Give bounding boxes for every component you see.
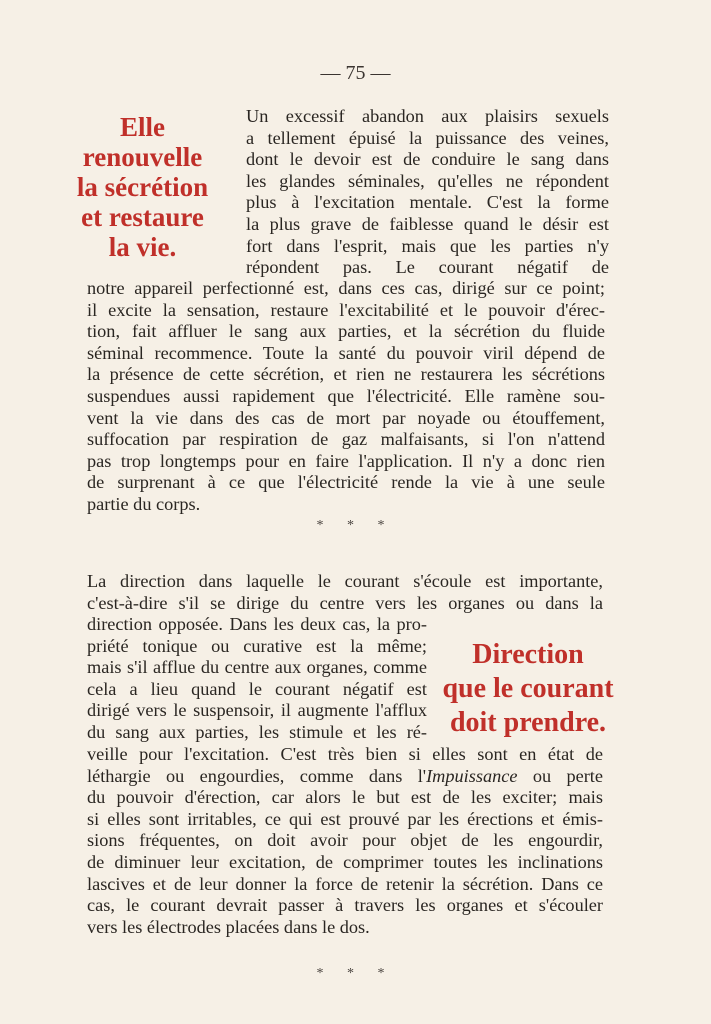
text-line-with-italic: [87, 766, 603, 788]
text-run: léthargie ou engourdies, comme dans l': [87, 765, 427, 786]
text-line: la plus grave de faiblesse quand le désir est: [246, 213, 609, 234]
margin-note-line: que le courant: [442, 673, 614, 704]
text-line: suffocation par respiration de gaz malfaisants, si l'on n'attend: [87, 429, 605, 450]
text-line: cas, le courant devrait passer à travers les organes et s'écouler: [87, 895, 603, 916]
text-line: séminal recommence. Toute la santé du pouvoir viril dépend de: [87, 342, 605, 363]
text-line: vers les électrodes placées dans le dos.: [87, 916, 370, 937]
paragraph-1-continued: [87, 278, 605, 516]
paragraph-1-opening: [246, 106, 609, 279]
text-line: il excite la sensation, restaure l'excitabilité et le pouvoir d'érec-: [87, 299, 605, 320]
text-line: de diminuer leur excitation, de comprimer toutes les inclinations: [87, 851, 603, 872]
text-line: notre appareil perfectionné est, dans ces cas, dirigé sur ce point;: [87, 278, 605, 298]
text-line: vent la vie dans des cas de mort par noyade ou étouffement,: [87, 407, 605, 428]
paragraph-2-continued: [87, 744, 603, 938]
text-line: sions fréquentes, on doit avoir pour objet de les engourdir,: [87, 830, 603, 851]
text-line: cela a lieu quand le courant négatif est: [87, 678, 427, 699]
margin-note-secretion: [50, 112, 235, 262]
margin-note-line: doit prendre.: [449, 707, 607, 738]
paragraph-2-opening: [87, 571, 603, 614]
margin-note-line: la sécrétion: [76, 172, 209, 202]
margin-note-direction: [428, 638, 628, 740]
text-line: veille pour l'excitation. C'est très bien si elles sont en état de: [87, 744, 603, 764]
text-line: la présence de cette sécrétion, et rien ne restaurera les sécrétions: [87, 364, 605, 385]
page-number: — 75 —: [320, 62, 391, 84]
text-line: partie du corps.: [87, 493, 201, 514]
text-line: fort dans l'esprit, mais que les parties n'y: [246, 235, 609, 256]
margin-note-line: et restaure: [81, 202, 204, 232]
text-line: direction opposée. Dans les deux cas, la pro-: [87, 614, 427, 634]
text-line: répondent pas. Le courant négatif de: [246, 257, 609, 278]
section-separator-bottom: * * *: [316, 966, 395, 981]
text-line: c'est-à-dire s'il se dirige du centre vers les organes ou dans la: [87, 592, 603, 613]
margin-note-line: Direction: [472, 639, 584, 670]
text-line: dont le devoir est de conduire le sang dans: [246, 149, 609, 170]
text-line: La direction dans laquelle le courant s'écoule est importante,: [87, 571, 603, 591]
margin-note-line: renouvelle: [82, 142, 203, 172]
margin-note-line: la vie.: [108, 232, 177, 262]
text-line: si elles sont irritables, ce qui est prouvé par les érections et émis-: [87, 808, 603, 829]
text-line: pas trop longtemps pour en faire l'application. Il n'y a donc rien: [87, 450, 605, 471]
text-line: plus à l'excitation mentale. C'est la forme: [246, 192, 609, 213]
text-line: dirigé vers le suspensoir, il augmente l'afflux: [87, 700, 427, 721]
text-run: ou perte: [517, 765, 603, 786]
text-line: tion, fait affluer le sang aux parties, et la sécrétion du fluide: [87, 321, 605, 342]
section-separator: * * *: [316, 518, 395, 533]
text-line: lascives et de leur donner la force de retenir la sécrétion. Dans ce: [87, 873, 603, 894]
margin-note-line: Elle: [120, 112, 165, 142]
text-line: du sang aux parties, les stimule et les ré-: [87, 721, 427, 742]
paragraph-2-narrow: [87, 614, 427, 744]
text-line: priété tonique ou curative est la même;: [87, 635, 427, 656]
text-line: a tellement épuisé la puissance des veines,: [246, 127, 609, 148]
text-line: de surprenant à ce que l'électricité rende la vie à une seule: [87, 472, 605, 493]
text-line: mais s'il afflue du centre aux organes, comme: [87, 657, 427, 678]
text-line: du pouvoir d'érection, car alors le but est de les exciter; mais: [87, 787, 603, 808]
text-line: Un excessif abandon aux plaisirs sexuels: [246, 106, 609, 126]
italic-term: Impuissance: [426, 765, 518, 786]
text-line: suspendues aussi rapidement que l'électricité. Elle ramène sou-: [87, 385, 605, 406]
text-line: les glandes séminales, qu'elles ne répondent: [246, 170, 609, 191]
